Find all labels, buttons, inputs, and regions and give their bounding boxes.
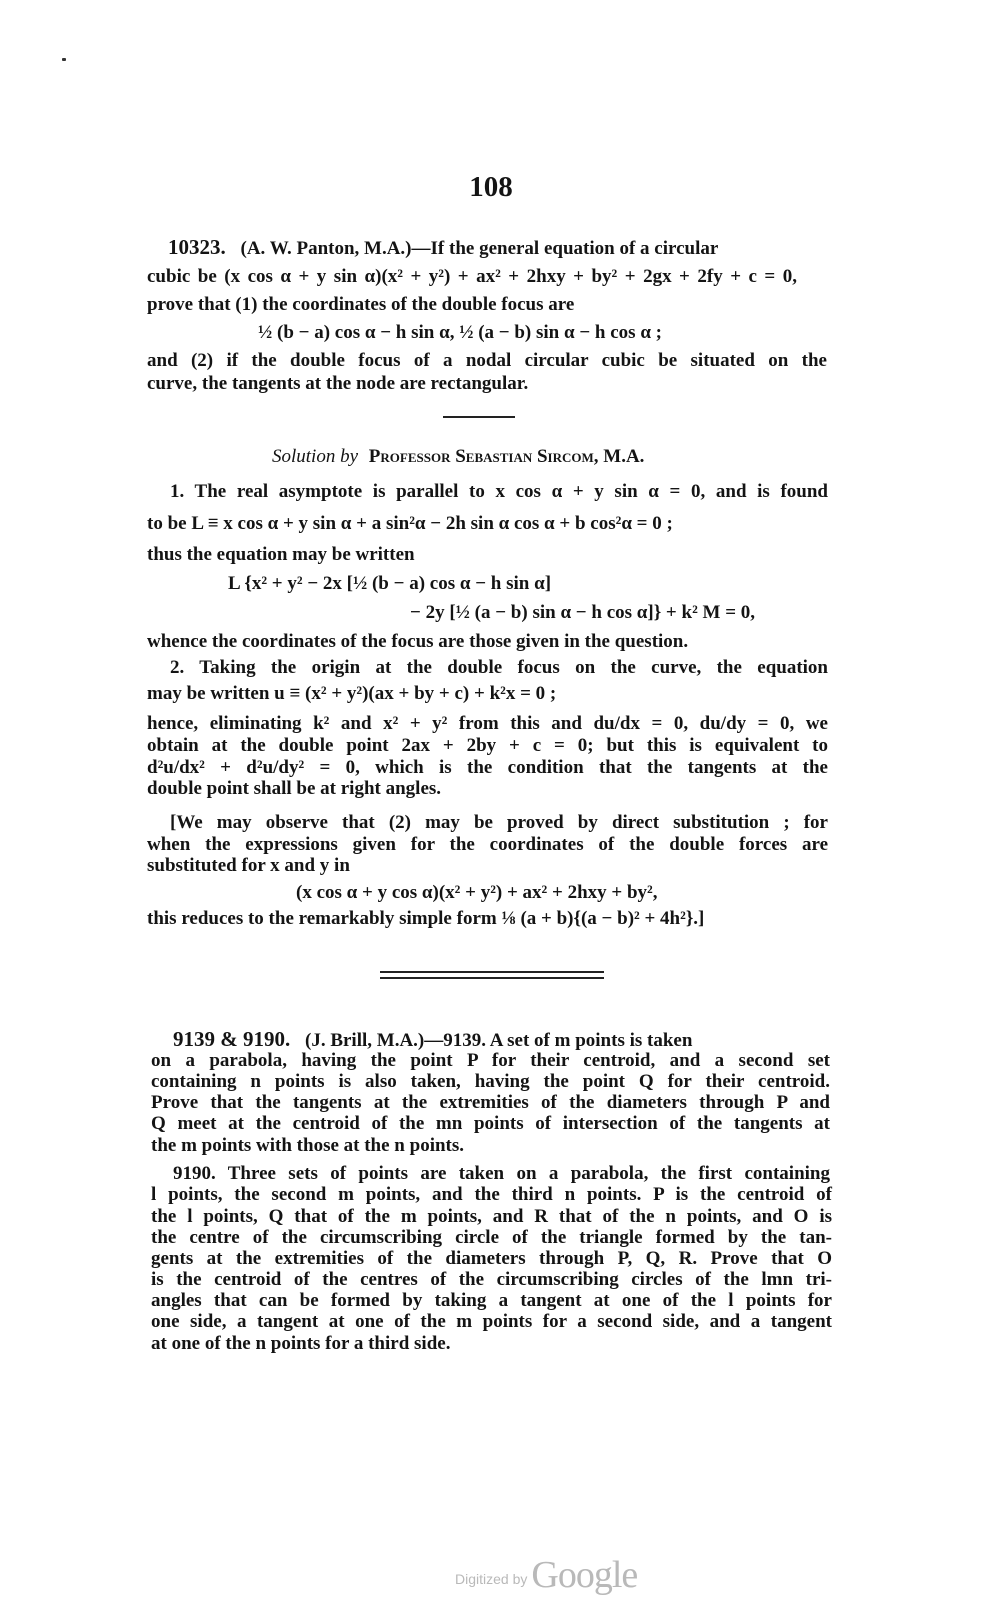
problem-10323-header [168,236,826,260]
problem-10323-number: 10323. [168,235,226,259]
problem-10323-formula: ½ (b − a) cos α − h sin α, ½ (a − b) sin α − h cos α ; [258,322,663,343]
solution-line: obtain at the double point 2ax + 2by + c = 0; but this is equivalent to [147,735,828,756]
problem-9190-line: l points, the second m points, and the third n points. P is the centroid of [151,1184,832,1205]
problem-10323-line: prove that (1) the coordinates of the double focus are [147,294,575,315]
problem-9190-line: is the centroid of the centres of the circumscribing circles of the lmn tri- [151,1269,832,1290]
google-logo: Google [531,1554,638,1596]
solution-line: hence, eliminating k² and x² + y² from this and du/dx = 0, du/dy = 0, we [147,713,828,734]
problem-9139-line: Prove that the tangents at the extremities of the diameters through P and [151,1092,830,1113]
problem-10323-line: and (2) if the double focus of a nodal circular cubic be situated on the [147,350,827,371]
problem-10323-line: curve, the tangents at the node are rectangular. [147,373,529,394]
solution-formula: L {x² + y² − 2x [½ (b − a) cos α − h sin α] [228,573,552,594]
editor-note-line: [We may observe that (2) may be proved by direct substitution ; for [170,812,828,833]
page-number: 108 [469,171,513,203]
google-digitized-watermark [455,1553,695,1595]
problem-9139-line: the m points with those at the n points. [151,1135,465,1156]
problem-9139-header [173,1028,828,1052]
solution-line: to be L ≡ x cos α + y sin α + a sin²α − 2h sin α cos α + b cos²α = 0 ; [147,513,673,534]
problem-9139-author: (J. Brill, M.A.) [305,1030,425,1051]
section-divider-double-bottom [380,977,604,979]
solution-formula: − 2y [½ (a − b) sin α − h cos α]} + k² M = 0, [410,602,756,623]
problem-9190-line: 9190. Three sets of points are taken on a parabola, the first containing [173,1163,830,1184]
watermark-digitized-text: Digitized by [455,1571,528,1587]
solution-line: 1. The real asymptote is parallel to x cos α + y sin α = 0, and is found [170,481,828,502]
solution-line: d²u/dx² + d²u/dy² = 0, which is the condition that the tangents at the [147,757,828,778]
section-divider [443,416,515,418]
problem-9190-line: gents at the extremities of the diameters through P, Q, R. Prove that O [151,1248,832,1269]
solution-line: whence the coordinates of the focus are those given in the question. [147,631,689,652]
problem-10323-line: —If the general equation of a circular [411,238,719,259]
editor-note-line: when the expressions given for the coordinates of the double forces are [147,834,828,855]
problem-9139-line: —9139. A set of m points is taken [424,1030,693,1051]
problem-9190-line: angles that can be formed by taking a tangent at one of the l points for [151,1290,832,1311]
problem-9190-line: the centre of the circumscribing circle of the triangle formed by the tan- [151,1227,832,1248]
problem-9190-line: at one of the n points for a third side. [151,1333,451,1354]
problem-9190-line: the l points, Q that of the m points, and R that of the n points, and O is [151,1206,832,1227]
solution-line: may be written u ≡ (x² + y²)(ax + by + c) + k²x = 0 ; [147,683,557,704]
problem-9139-number: 9139 & 9190. [173,1027,291,1051]
solution-line: thus the equation may be written [147,544,415,565]
problem-10323-line: cubic be (x cos α + y sin α)(x² + y²) + ax² + 2hxy + by² + 2gx + 2fy + c = 0, [147,266,797,287]
scan-speck [62,58,66,61]
section-divider-double-top [380,971,604,973]
problem-9139-line: on a parabola, having the point P for their centroid, and a second set [151,1050,830,1071]
solution-line: 2. Taking the origin at the double focus on the curve, the equation [170,657,828,678]
editor-note-line: substituted for x and y in [147,855,350,876]
problem-10323-author: (A. W. Panton, M.A.) [240,238,412,259]
solution-prefix: Solution by [272,446,359,467]
editor-note-line: this reduces to the remarkably simple form ⅛ (a + b){(a − b)² + 4h²}.] [147,908,705,929]
editor-note-formula: (x cos α + y cos α)(x² + y²) + ax² + 2hxy + by², [296,882,658,903]
solution-line: double point shall be at right angles. [147,778,442,799]
solution-heading [272,446,644,468]
problem-9139-line: containing n points is also taken, having the point Q for their centroid. [151,1071,830,1092]
problem-9139-line: Q meet at the centroid of the mn points of intersection of the tangents at [151,1113,830,1134]
solution-author: Professor Sebastian Sircom, M.A. [368,446,645,467]
problem-9190-line: one side, a tangent at one of the m points for a second side, and a tangent [151,1311,832,1332]
